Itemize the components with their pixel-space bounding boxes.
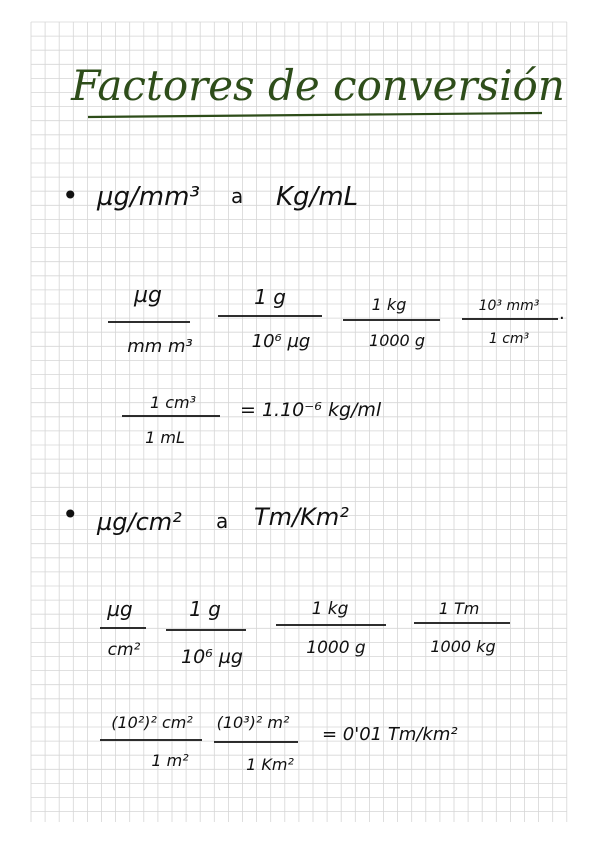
- s2-f6-numerator: (10³)² m²: [216, 713, 290, 732]
- section1-connector: a: [231, 184, 244, 208]
- s1-f5-numerator: 1 cm³: [149, 393, 197, 412]
- section2-bullet: •: [62, 498, 79, 531]
- section1-bullet: •: [62, 179, 79, 212]
- s2-f4-denominator: 1000 kg: [430, 637, 496, 656]
- s1-f3-denominator: 1000 g: [369, 331, 425, 350]
- s2-f1-denominator: cm²: [107, 640, 141, 660]
- section2-from-unit: µg/cm²: [97, 508, 182, 536]
- s1-f1-denominator: mm m³: [127, 336, 193, 357]
- s2-result: = 0'01 Tm/km²: [322, 724, 458, 745]
- s2-f6-denominator: 1 Km²: [246, 755, 294, 774]
- s2-f1-numerator: µg: [107, 597, 133, 621]
- s1-f3-numerator: 1 kg: [371, 295, 407, 314]
- s1-result: = 1.10⁻⁶ kg/ml: [240, 399, 382, 421]
- s1-f2-denominator: 10⁶ µg: [251, 331, 311, 352]
- s1-f5-denominator: 1 mL: [145, 428, 185, 447]
- s1-f1-numerator: µg: [134, 283, 162, 308]
- s2-f2-numerator: 1 g: [189, 597, 221, 621]
- s1-f4-denominator: 1 cm³: [488, 331, 530, 347]
- section1-from-unit: µg/mm³: [97, 182, 200, 212]
- grid-lines: [31, 22, 567, 822]
- section2-to-unit: Tm/Km²: [254, 503, 349, 531]
- s2-f3-denominator: 1000 g: [306, 638, 366, 658]
- section2-connector: a: [216, 509, 229, 533]
- s1-factor-end: .: [559, 303, 565, 324]
- s1-f4-numerator: 10³ mm³: [478, 298, 540, 314]
- s2-f2-denominator: 10⁶ µg: [181, 646, 243, 668]
- s2-f5-denominator: 1 m²: [151, 751, 189, 770]
- s1-f2-numerator: 1 g: [254, 285, 286, 309]
- s2-f4-numerator: 1 Tm: [438, 599, 480, 618]
- s2-f5-numerator: (10²)² cm²: [111, 713, 193, 732]
- section1-to-unit: Kg/mL: [276, 182, 359, 212]
- title-underline: [88, 113, 542, 117]
- s2-f3-numerator: 1 kg: [311, 599, 349, 619]
- page-title: Factores de conversión: [71, 61, 565, 110]
